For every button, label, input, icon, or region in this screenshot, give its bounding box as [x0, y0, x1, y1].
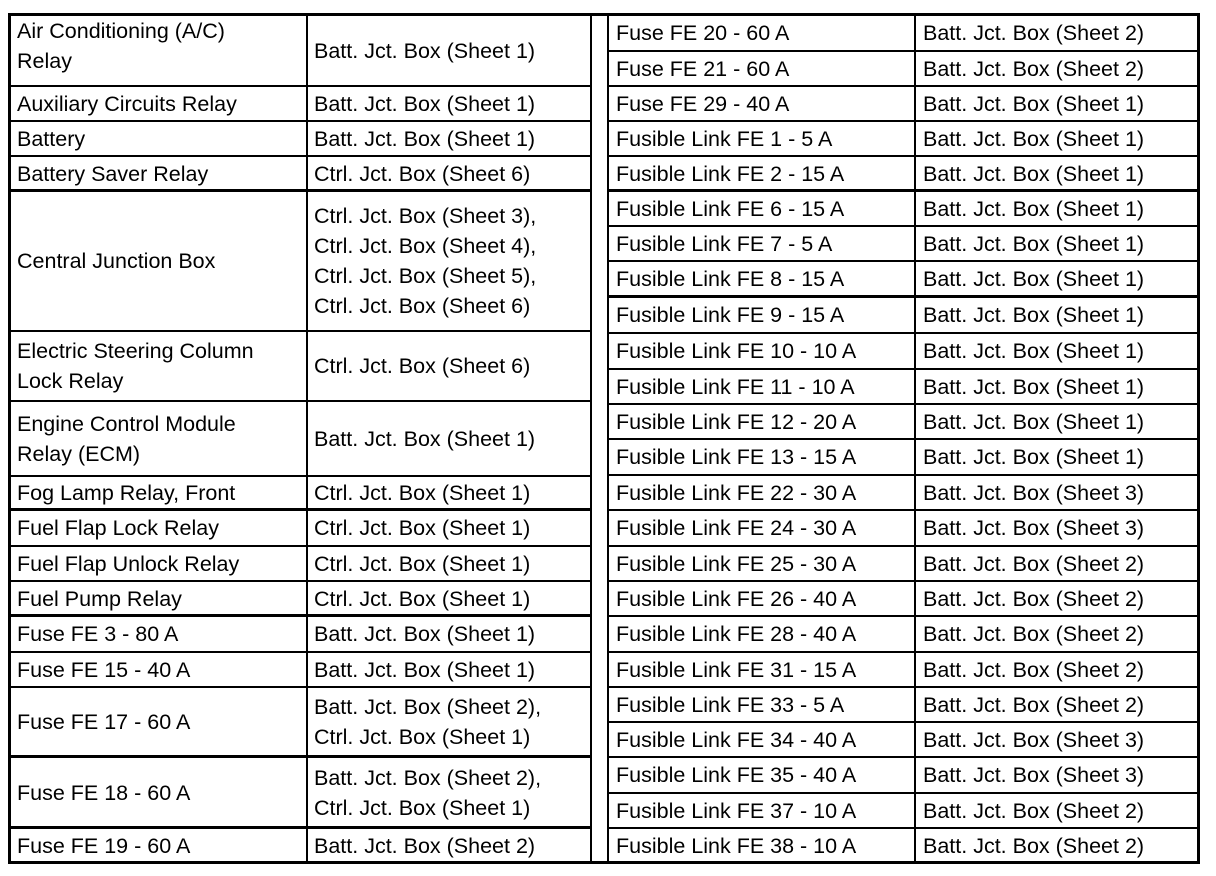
location-cell: Batt. Jct. Box (Sheet 1) — [314, 622, 536, 646]
location-cell: Ctrl. Jct. Box (Sheet 1) — [314, 586, 531, 611]
component-name-cell: Fusible Link FE 34 - 40 A — [616, 727, 857, 752]
location-cell: Batt. Jct. Box (Sheet 1) — [923, 196, 1145, 221]
location-cell: Batt. Jct. Box (Sheet 2) — [923, 798, 1145, 823]
location-cell: Ctrl. Jct. Box (Sheet 1) — [314, 481, 531, 505]
component-name-cell: Fusible Link FE 26 - 40 A — [616, 586, 857, 611]
component-name-cell: Fusible Link FE 33 - 5 A — [616, 692, 845, 717]
location-cell: Batt. Jct. Box (Sheet 1) — [923, 409, 1145, 434]
component-name-cell: Fuse FE 15 - 40 A — [17, 657, 191, 682]
component-name-cell: Engine Control Module Relay (ECM) — [17, 411, 236, 466]
component-name-cell: Fusible Link FE 25 - 30 A — [616, 551, 857, 576]
location-cell: Batt. Jct. Box (Sheet 3) — [923, 516, 1145, 540]
component-name-cell: Fusible Link FE 38 - 10 A — [616, 833, 857, 858]
location-cell: Batt. Jct. Box (Sheet 2) — [314, 833, 536, 858]
component-name-cell: Fusible Link FE 11 - 10 A — [616, 374, 855, 399]
component-name-cell: Battery Saver Relay — [17, 161, 209, 186]
component-name-cell: Battery — [17, 126, 86, 151]
location-cell: Batt. Jct. Box (Sheet 2) — [923, 622, 1145, 646]
location-cell: Batt. Jct. Box (Sheet 2) — [923, 657, 1145, 682]
component-name-cell: Fusible Link FE 2 - 15 A — [616, 161, 845, 186]
location-cell: Batt. Jct. Box (Sheet 2) — [923, 551, 1145, 576]
location-cell: Batt. Jct. Box (Sheet 2) — [923, 833, 1145, 858]
location-cell: Batt. Jct. Box (Sheet 1) — [923, 91, 1145, 116]
location-cell: Batt. Jct. Box (Sheet 2) — [923, 21, 1145, 45]
component-name-cell: Fuse FE 17 - 60 A — [17, 710, 191, 734]
location-cell: Batt. Jct. Box (Sheet 3) — [923, 763, 1145, 787]
component-name-cell: Fuse FE 3 - 80 A — [17, 622, 179, 646]
component-name-cell: Fusible Link FE 8 - 15 A — [616, 267, 845, 291]
component-name-cell: Fog Lamp Relay, Front — [17, 481, 236, 505]
location-cell: Batt. Jct. Box (Sheet 1) — [923, 339, 1145, 363]
component-name-cell: Fusible Link FE 24 - 30 A — [616, 516, 857, 540]
location-cell: Batt. Jct. Box (Sheet 1) — [923, 161, 1145, 186]
component-name-cell: Fusible Link FE 28 - 40 A — [616, 622, 857, 646]
location-cell: Batt. Jct. Box (Sheet 3) — [923, 480, 1145, 505]
component-name-cell: Central Junction Box — [17, 249, 216, 273]
location-cell: Batt. Jct. Box (Sheet 3) — [923, 727, 1145, 752]
left-table-right-border — [590, 14, 592, 862]
component-name-cell: Fuel Flap Unlock Relay — [17, 551, 240, 576]
location-cell: Batt. Jct. Box (Sheet 1) — [923, 374, 1145, 399]
component-name-cell: Auxiliary Circuits Relay — [17, 91, 237, 116]
location-cell: Batt. Jct. Box (Sheet 1) — [923, 445, 1145, 469]
location-cell: Batt. Jct. Box (Sheet 1) — [314, 126, 536, 151]
location-cell: Batt. Jct. Box (Sheet 2) — [923, 56, 1145, 81]
location-cell: Batt. Jct. Box (Sheet 2) — [923, 692, 1145, 717]
component-name-cell: Fuse FE 18 - 60 A — [17, 780, 191, 805]
component-name-cell: Fusible Link FE 22 - 30 A — [616, 480, 857, 505]
component-name-cell: Fusible Link FE 13 - 15 A — [616, 445, 857, 469]
location-cell: Batt. Jct. Box (Sheet 2), Ctrl. Jct. Box (Sheet 1) — [314, 765, 542, 820]
component-name-cell: Fuel Pump Relay — [17, 586, 182, 611]
location-cell: Batt. Jct. Box (Sheet 2) — [923, 586, 1145, 611]
location-cell: Ctrl. Jct. Box (Sheet 1) — [314, 551, 531, 576]
component-name-cell: Fusible Link FE 7 - 5 A — [616, 231, 833, 256]
location-cell: Batt. Jct. Box (Sheet 1) — [314, 38, 536, 63]
component-name-cell: Fusible Link FE 6 - 15 A — [616, 196, 845, 221]
component-name-cell: Fuse FE 21 - 60 A — [616, 56, 790, 81]
location-cell: Ctrl. Jct. Box (Sheet 6) — [314, 161, 531, 186]
component-name-cell: Fusible Link FE 10 - 10 A — [616, 339, 857, 363]
location-cell: Ctrl. Jct. Box (Sheet 1) — [314, 516, 531, 540]
location-cell: Ctrl. Jct. Box (Sheet 3), Ctrl. Jct. Box (Sheet 4), Ctrl. Jct. Box (Sheet 5), Ctrl. Jct. Box (Sheet 6) — [314, 204, 537, 318]
component-name-cell: Fuse FE 19 - 60 A — [17, 833, 191, 858]
component-name-cell: Fuel Flap Lock Relay — [17, 516, 219, 540]
component-name-cell: Fusible Link FE 37 - 10 A — [616, 798, 857, 823]
component-name-cell: Fusible Link FE 31 - 15 A — [616, 657, 857, 682]
location-cell: Batt. Jct. Box (Sheet 1) — [923, 231, 1145, 256]
location-cell: Batt. Jct. Box (Sheet 1) — [923, 267, 1145, 291]
component-name-cell: Fusible Link FE 9 - 15 A — [616, 303, 845, 327]
component-name-cell: Fuse FE 29 - 40 A — [616, 91, 790, 116]
location-cell: Batt. Jct. Box (Sheet 2), Ctrl. Jct. Box (Sheet 1) — [314, 695, 542, 749]
location-cell: Batt. Jct. Box (Sheet 1) — [314, 657, 536, 682]
location-cell: Batt. Jct. Box (Sheet 1) — [923, 126, 1145, 151]
location-cell: Batt. Jct. Box (Sheet 1) — [314, 426, 536, 451]
component-name-cell: Fuse FE 20 - 60 A — [616, 21, 790, 45]
location-cell: Ctrl. Jct. Box (Sheet 6) — [314, 354, 531, 378]
component-name-cell: Fusible Link FE 1 - 5 A — [616, 126, 833, 151]
location-cell: Batt. Jct. Box (Sheet 1) — [923, 303, 1145, 327]
component-name-cell: Fusible Link FE 35 - 40 A — [616, 763, 857, 787]
location-cell: Batt. Jct. Box (Sheet 1) — [314, 91, 536, 116]
component-name-cell: Electric Steering Column Lock Relay — [17, 339, 254, 393]
component-name-cell: Fusible Link FE 12 - 20 A — [616, 409, 857, 434]
component-name-cell: Air Conditioning (A/C) Relay — [17, 19, 225, 73]
